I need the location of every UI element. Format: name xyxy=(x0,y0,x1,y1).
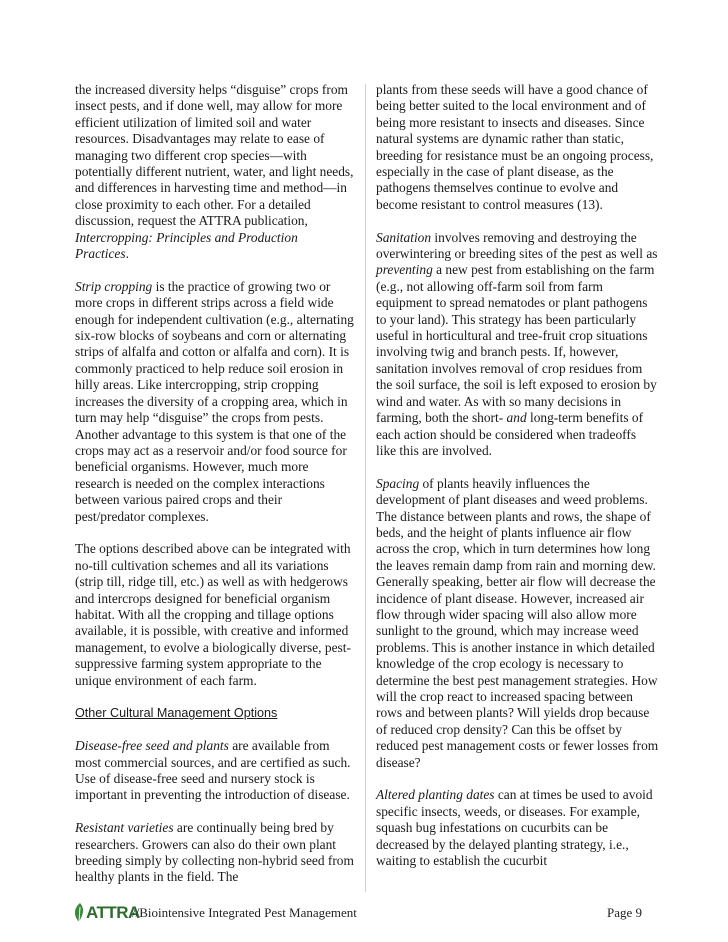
paragraph-text: are available from most commercial sources, and are certified as such. Use of disease-free seed and nursery stock is important in preventing the introduction of disease. xyxy=(75,738,351,803)
paragraph xyxy=(376,230,659,460)
term: Strip cropping xyxy=(75,278,153,294)
page-footer xyxy=(72,902,642,926)
term: Altered planting dates xyxy=(376,787,495,803)
paragraph xyxy=(75,82,355,262)
right-column xyxy=(376,82,659,869)
paragraph xyxy=(75,820,355,886)
paragraph-text: involves removing and destroying the overwintering or breeding sites of the pest as well as xyxy=(376,229,658,262)
paragraph xyxy=(75,541,355,689)
emphasis: and xyxy=(506,410,527,426)
page-number: Page 9 xyxy=(606,905,642,920)
paragraph-text: a new pest from establishing on the farm (e.g., not allowing off-farm soil from farm equipment to spread nematodes or plant pathogens to your land). This strategy has been particularly useful in horticultural and tree-fruit crop situations involving twig and branch pests. If, however, sanitation involves removal of crop residues from the soil surface, the soil is left exposed to erosion by wind and water. As with so many decisions in farming, both the short- xyxy=(376,262,657,426)
publication-title: Intercropping: Principles and Production Practices xyxy=(75,229,298,262)
paragraph-text: plants from these seeds will have a good chance of being better suited to the local environment and of being more resistant to insects and diseases. Since natural systems are dynamic rather than static, breeding for resistance must be an ongoing process, especially in the case of plant disease, as the pathogens themselves continue to evolve and become resistant to control measures (13). xyxy=(376,82,654,212)
paragraph-text: long-term benefits of each action should be considered when tradeoffs like this are involved. xyxy=(376,410,644,458)
term: Sanitation xyxy=(376,229,432,245)
emphasis: preventing xyxy=(376,262,433,278)
term: Disease-free seed and plants xyxy=(75,738,229,754)
paragraph-text: . xyxy=(125,246,129,262)
paragraph xyxy=(75,279,355,525)
paragraph-text: are continually being bred by researchers. Growers can also do their own plant breeding simply by collecting non-hybrid seed from healthy plants in the field. The xyxy=(75,820,354,885)
paragraph xyxy=(376,476,659,771)
paragraph xyxy=(376,82,659,213)
paragraph-text: is the practice of growing two or more crops in different strips across a field wide enough for independent cultivation (e.g., alternating six-row blocks of soybeans and corn or alternating strips of alfalfa and cotton or alfalfa and corn). It is commonly practiced to help reduce soil erosion in hilly areas. Like intercropping, strip cropping increases the diversity of a cropping area, which in turn may help “disguise” the crops from pests. Another advantage to this system is that one of the crops may act as a reservoir and/or food source for beneficial organisms. However, much more research is needed on the complex interactions between various paired crops and their pest/predator complexes. xyxy=(75,278,354,524)
paragraph-text: the increased diversity helps “disguise” crops from insect pests, and if done well, may allow for more efficient utilization of limited soil and water resources. Disadvantages may relate to ease of managing two different crop species—with potentially different nutrient, water, and light needs, and differences in harvesting time and method—in close proximity to each other. For a detailed discussion, request the ATTRA publication, xyxy=(75,82,354,229)
paragraph xyxy=(376,787,659,869)
section-heading: Other Cultural Management Options xyxy=(75,706,278,721)
paragraph xyxy=(75,738,355,804)
paragraph-text: can at times be used to avoid specific insects, weeds, or diseases. For example, squash bug infestations on cucurbits can be decreased by the delayed planting strategy, i.e., waiting to establish the cucurbit xyxy=(376,787,653,869)
term: Resistant varieties xyxy=(75,820,174,836)
attra-logo xyxy=(72,902,140,924)
footer-title: //Biointensive Integrated Pest Management xyxy=(132,905,357,920)
paragraph-text: The options described above can be integrated with no-till cultivation schemes and all its variations (strip till, ridge till, etc.) as well as with hedgerows and intercrops designed for beneficial organism habitat. With all the cropping and tillage options available, it is possible, with creative and informed management, to evolve a biologically diverse, pest-suppressive farming system appropriate to the unique environment of each farm. xyxy=(75,541,351,688)
paragraph-text: of plants heavily influences the development of plant diseases and weed problems. The distance between plants and rows, the shape of beds, and the height of plants influence air flow across the crop, which in turn determines how long the leaves remain damp from rain and morning dew. Generally speaking, better air flow will decrease the incidence of plant disease. However, increased air flow through wider spacing will also allow more sunlight to the ground, which may increase weed problems. This is another instance in which detailed knowledge of the crop ecology is necessary to determine the best pest management strategies. How will the crop react to increased spacing between rows and between plants? Will yields drop because of reduced crop density? Can this be offset by reduced pest management costs or fewer losses from disease? xyxy=(376,475,659,770)
logo-text: ATTRA xyxy=(86,903,140,922)
left-column xyxy=(75,82,355,886)
column-divider xyxy=(365,84,366,892)
term: Spacing xyxy=(376,475,420,491)
